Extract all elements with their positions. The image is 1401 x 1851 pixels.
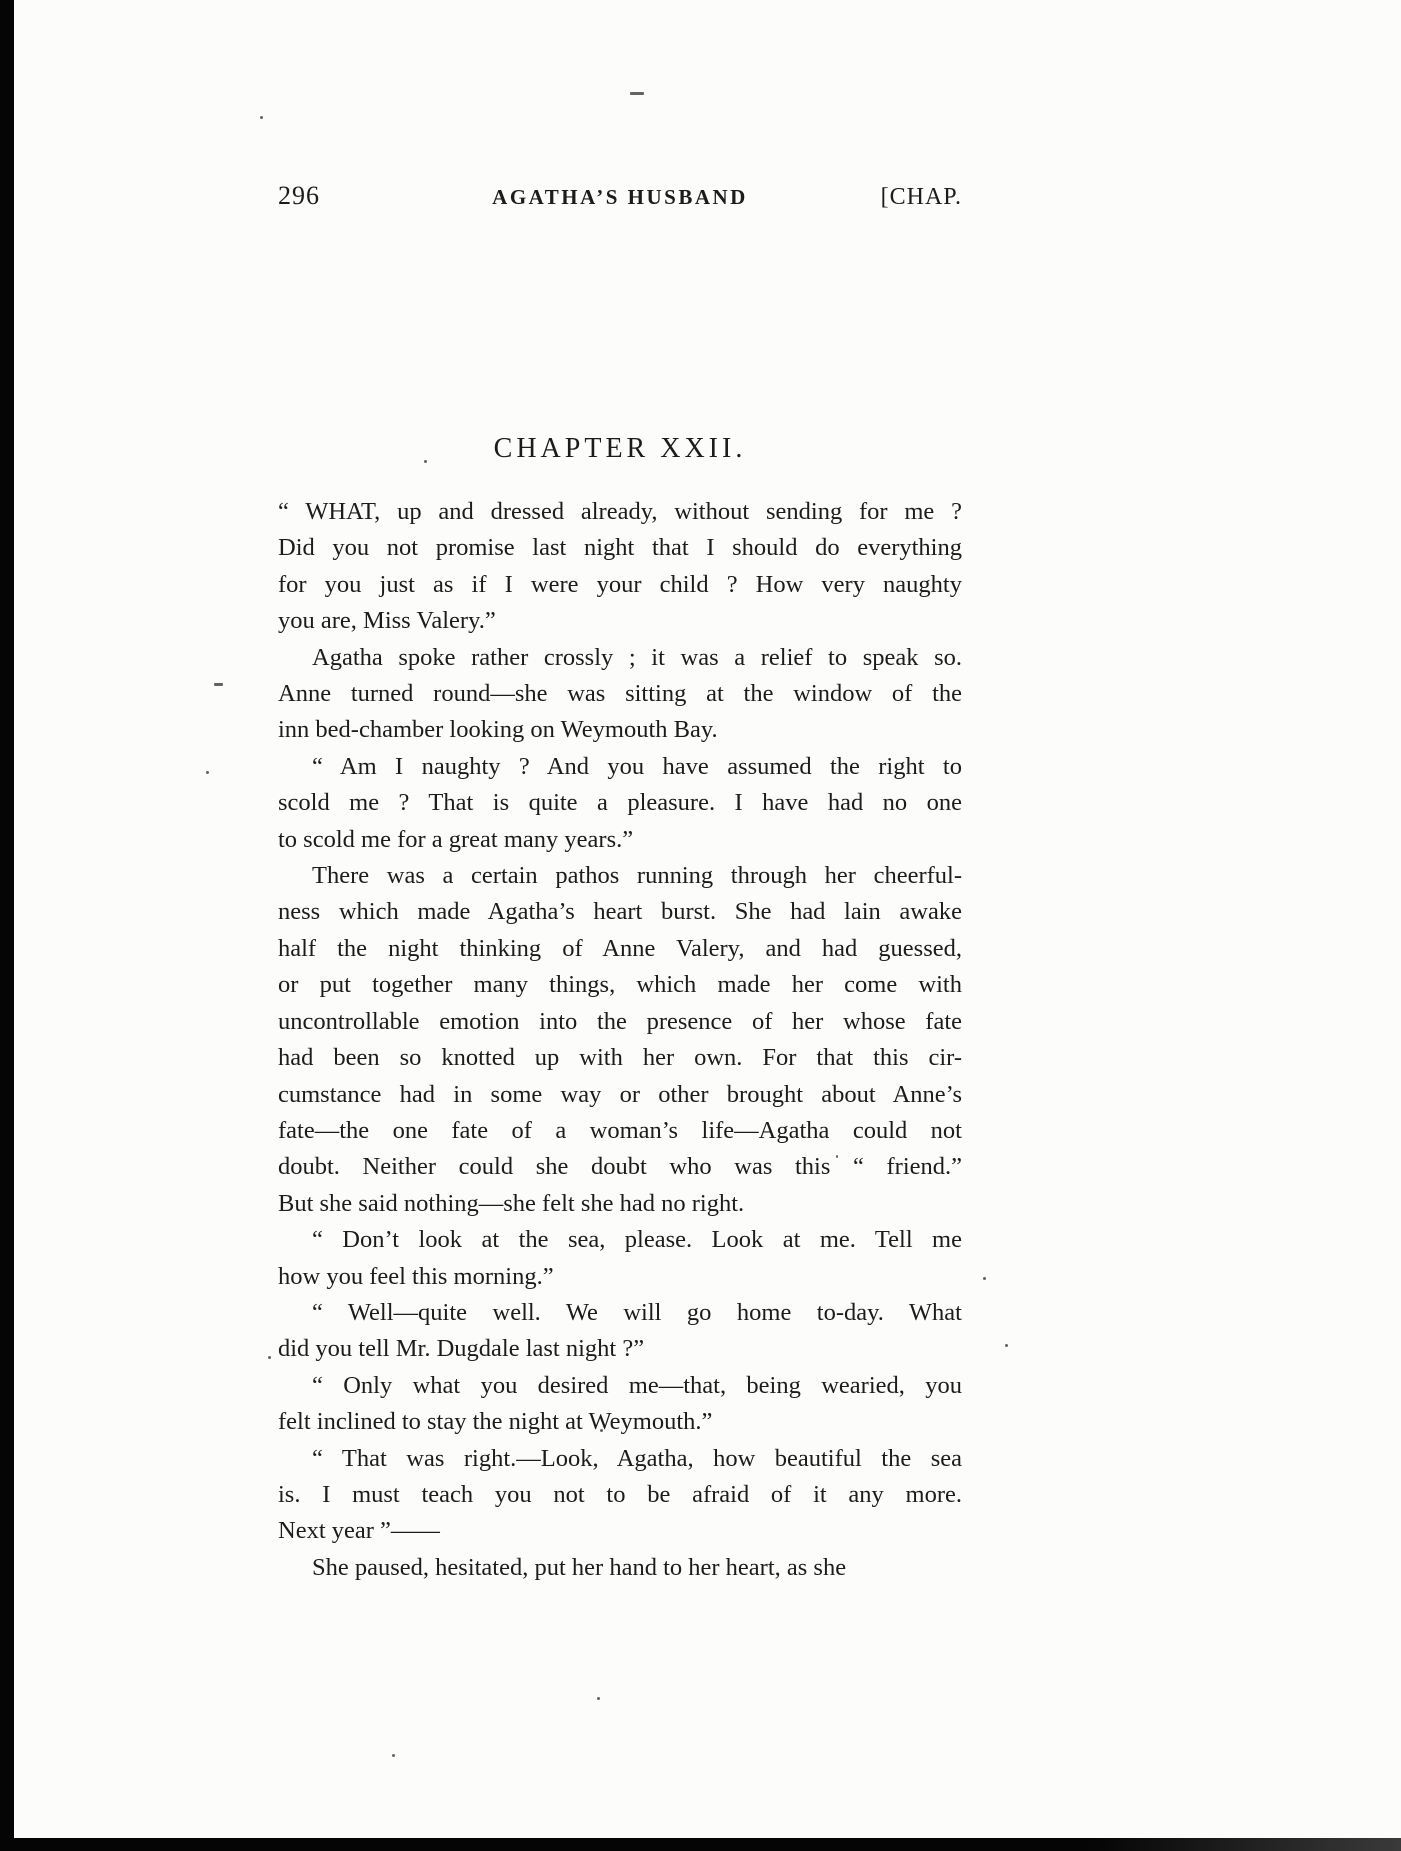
scan-speck: [630, 92, 644, 95]
text-line: for you just as if I were your child ? How very naughty: [278, 570, 962, 598]
text-line: There was a certain pathos running through her cheerful-: [312, 862, 962, 890]
text-line: “ Am I naughty ? And you have assumed the right to: [312, 752, 962, 780]
text-line: “ Well—quite well. We will go home to-day. What: [312, 1298, 962, 1326]
scan-speck: [268, 1356, 271, 1359]
text-line: fate—the one fate of a woman’s life—Agatha could not: [278, 1116, 962, 1144]
text-line: had been so knotted up with her own. For that this cir-: [278, 1044, 962, 1072]
text-line: scold me ? That is quite a pleasure. I have had no one: [278, 789, 962, 817]
text-line: “ Only what you desired me—that, being wearied, you: [312, 1371, 962, 1399]
paragraph: [278, 1222, 962, 1295]
scan-speck: [597, 1697, 600, 1700]
text-line: did you tell Mr. Dugdale last night ?”: [278, 1335, 645, 1363]
scan-edge-left: [0, 0, 14, 1851]
body-text: [278, 494, 962, 1586]
paragraph: [278, 1368, 962, 1441]
scan-speck: [206, 771, 209, 774]
paragraph: [278, 494, 962, 640]
running-title: AGATHA’S HUSBAND: [492, 185, 748, 209]
text-line: inn bed-chamber looking on Weymouth Bay.: [278, 716, 718, 744]
text-line: “ Don’t look at the sea, please. Look at me. Tell me: [312, 1226, 962, 1254]
text-line: She paused, hesitated, put her hand to her heart, as she: [312, 1553, 847, 1581]
text-line: Agatha spoke rather crossly ; it was a relief to speak so.: [312, 643, 962, 671]
page-number: 296: [278, 181, 320, 210]
scan-speck: [1005, 1344, 1008, 1347]
text-line: ness which made Agatha’s heart burst. She had lain awake: [278, 898, 962, 926]
text-line: doubt. Neither could she doubt who was this “ friend.”: [278, 1153, 962, 1181]
text-line: But she said nothing—she felt she had no right.: [278, 1189, 745, 1217]
text-line: you are, Miss Valery.”: [278, 607, 496, 635]
chapter-heading: CHAPTER XXII.: [493, 433, 747, 464]
scan-speck: [392, 1754, 395, 1757]
text-line: cumstance had in some way or other brought about Anne’s: [278, 1080, 962, 1108]
text-line: half the night thinking of Anne Valery, and had guessed,: [278, 934, 962, 962]
text-line: is. I must teach you not to be afraid of it any more.: [278, 1480, 962, 1508]
scan-speck: [983, 1277, 986, 1280]
text-line: felt inclined to stay the night at Weymouth.”: [278, 1408, 713, 1436]
text-line: “ WHAT, up and dressed already, without sending for me ?: [278, 498, 962, 525]
text-line: uncontrollable emotion into the presence of her whose fate: [278, 1007, 962, 1035]
running-header: [278, 181, 962, 211]
paragraph: [278, 1441, 962, 1550]
text-line: Did you not promise last night that I should do everything: [278, 534, 962, 562]
header-chapter-label: [CHAP.: [880, 184, 962, 210]
paragraph: [278, 749, 962, 858]
text-line: how you feel this morning.”: [278, 1262, 554, 1290]
paragraph: [278, 1550, 962, 1586]
scan-speck: [260, 116, 263, 119]
text-line: “ That was right.—Look, Agatha, how beautiful the sea: [312, 1444, 962, 1472]
paragraph: [278, 1295, 962, 1368]
text-line: to scold me for a great many years.”: [278, 825, 634, 853]
paragraph: [278, 640, 962, 749]
scan-speck: [214, 683, 223, 686]
text-line: Next year ”——: [278, 1517, 440, 1545]
text-line: or put together many things, which made her come with: [278, 971, 962, 999]
scan-edge-bottom: [0, 1838, 1401, 1851]
paragraph: [278, 858, 962, 1222]
text-line: Anne turned round—she was sitting at the window of the: [278, 680, 962, 708]
